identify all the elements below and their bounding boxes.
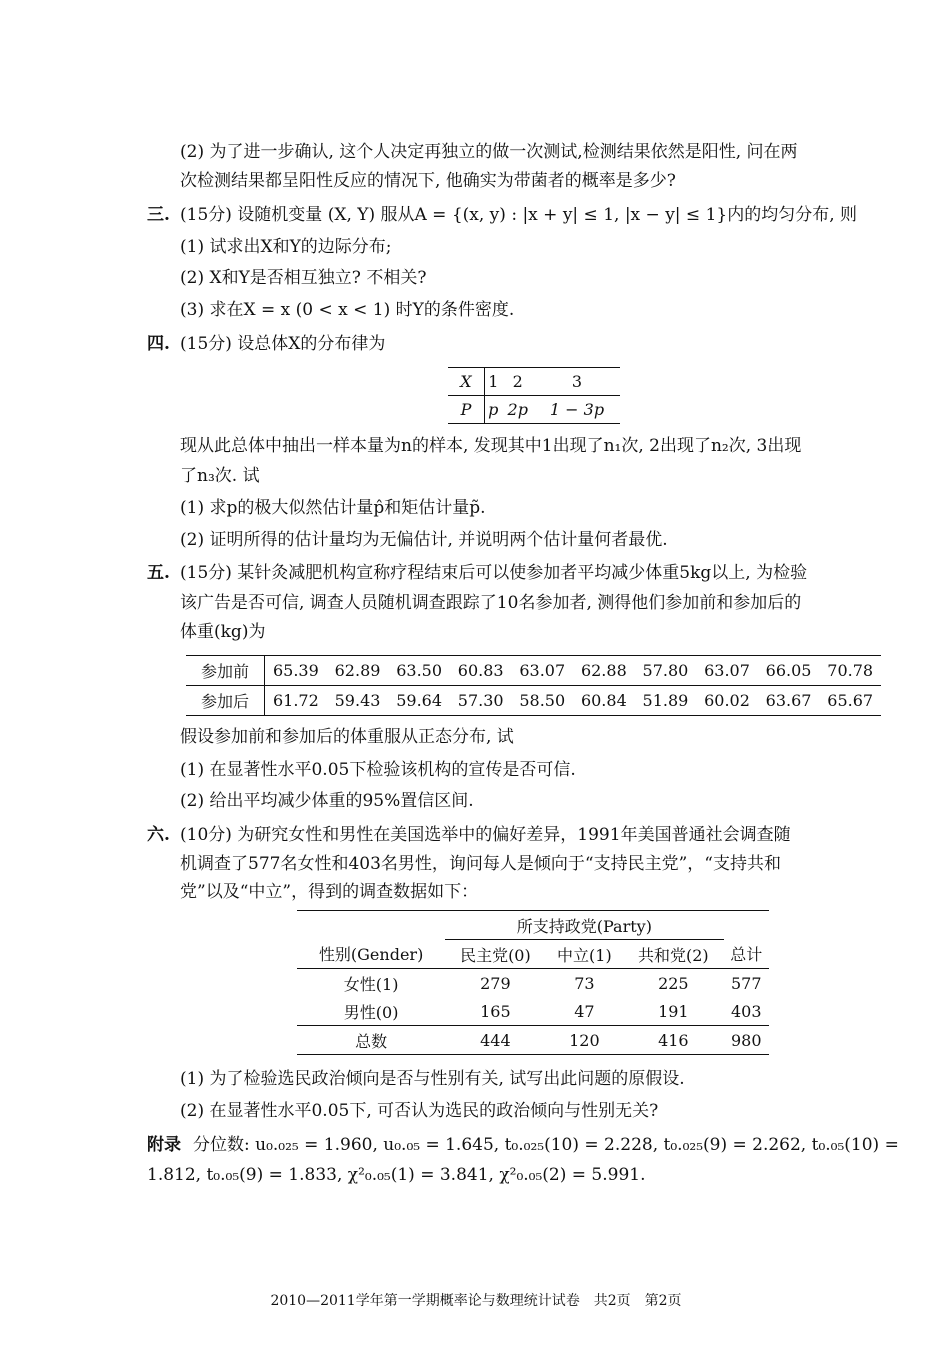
- q5-number: 五.: [147, 563, 170, 583]
- q5-heading-line3: 体重(kg)为: [180, 622, 266, 642]
- column-header: 民主党(0): [445, 940, 545, 969]
- column-header: 共和党(2): [623, 940, 723, 969]
- q5-body: 假设参加前和参加后的体重服从正态分布, 试: [180, 727, 514, 747]
- q6-part1: (1) 为了检验选民政治倾向是否与性别有关, 试写出此问题的原假设.: [180, 1069, 685, 1089]
- q6-heading-line2: 机调查了577名女性和403名男性，询问每人是倾向于“支持民主党”，“支持共和: [180, 854, 781, 874]
- row-label: 总数: [297, 1026, 445, 1055]
- table-cell: 58.50: [519, 691, 566, 710]
- table-row: [448, 368, 620, 396]
- table-cell: 2: [502, 368, 534, 396]
- q4-part2: (2) 证明所得的估计量均为无偏估计, 并说明两个估计量何者最优.: [180, 530, 668, 550]
- q3-heading: (15分) 设随机变量 (X, Y) 服从A = {(x, y) : |x + y| ≤ 1, |x − y| ≤ 1}内的均匀分布, 则: [180, 205, 858, 225]
- q6-part2: (2) 在显著性水平0.05下, 可否认为选民的政治倾向与性别无关?: [180, 1101, 659, 1121]
- q5-heading-line1: (15分) 某针灸减肥机构宣称疗程结束后可以使参加者平均减少体重5kg以上, 为检验: [180, 563, 808, 583]
- table-cell: 59.43: [334, 691, 381, 710]
- q5-part2: (2) 给出平均减少体重的95%置信区间.: [180, 791, 474, 811]
- appendix-line1: 分位数: u₀.₀₂₅ = 1.960, u₀.₀₅ = 1.645, t₀.₀₂₅(10) = 2.228, t₀.₀₂₅(9) = 2.262, t₀.₀₅(10) =: [193, 1135, 899, 1155]
- table-cell: X: [448, 368, 485, 396]
- table-cell: 59.64: [396, 691, 443, 710]
- table-cell: 61.72: [272, 691, 319, 710]
- table-cell: 980: [724, 1026, 770, 1055]
- table-cell: 63.07: [696, 656, 758, 686]
- page-footer: 2010—2011学年第一学期概率论与数理统计试卷 共2页 第2页: [270, 1293, 682, 1309]
- table-row: [297, 911, 769, 940]
- table-cell: 403: [730, 1001, 762, 1021]
- row-label: 参加后: [186, 686, 265, 716]
- table-row: [297, 997, 769, 1026]
- table-cell: 65.67: [827, 691, 874, 710]
- q3-part2: (2) X和Y是否相互独立? 不相关?: [180, 268, 427, 288]
- table-cell: p: [488, 400, 499, 419]
- table-row: [297, 1026, 769, 1055]
- table-cell: 2p: [507, 400, 528, 419]
- table-cell: 60.83: [450, 656, 512, 686]
- table-cell: 165: [480, 1001, 511, 1021]
- q2-part2-line2: 次检测结果都呈阳性反应的情况下, 他确实为带菌者的概率是多少?: [180, 171, 676, 191]
- table-row: [186, 686, 881, 716]
- q4-part1: (1) 求p的极大似然估计量p̂和矩估计量p̃.: [180, 498, 486, 518]
- table-row: [448, 396, 620, 424]
- table-cell: 1: [485, 368, 502, 396]
- table-cell: 73: [574, 973, 595, 993]
- table-cell: 60.84: [580, 691, 627, 710]
- row-label: 参加前: [186, 656, 265, 686]
- q3-part1: (1) 试求出X和Y的边际分布;: [180, 237, 392, 257]
- q5-part1: (1) 在显著性水平0.05下检验该机构的宣传是否可信.: [180, 760, 576, 780]
- q4-body-line1: 现从此总体中抽出一样本量为n的样本, 发现其中1出现了n₁次, 2出现了n₂次, 3出现: [180, 436, 802, 456]
- table-cell: 120: [546, 1026, 624, 1055]
- q5-heading-line2: 该广告是否可信, 调查人员随机调查跟踪了10名参加者, 测得他们参加前和参加后的: [180, 593, 802, 613]
- table-cell: 63.50: [388, 656, 450, 686]
- table-cell: 57.30: [457, 691, 504, 710]
- appendix-label: 附录: [147, 1135, 181, 1155]
- table-cell: 3: [534, 368, 620, 396]
- column-header: 性别(Gender): [297, 940, 445, 969]
- weight-table: [186, 655, 881, 716]
- row-label: 男性(0): [343, 1002, 399, 1022]
- table-cell: 62.88: [573, 656, 635, 686]
- table-cell: 57.80: [635, 656, 697, 686]
- table-cell: 1 − 3p: [549, 400, 605, 419]
- table-cell: 191: [658, 1001, 689, 1021]
- table-cell: 444: [445, 1026, 545, 1055]
- table-cell: 62.89: [327, 656, 389, 686]
- q4-number: 四.: [147, 334, 170, 354]
- column-header: 总计: [724, 940, 770, 969]
- q3-part3: (3) 求在X = x (0 < x < 1) 时Y的条件密度.: [180, 300, 515, 320]
- table-cell: 63.67: [765, 691, 812, 710]
- table-cell: 47: [574, 1001, 595, 1021]
- table-cell: 66.05: [758, 656, 820, 686]
- table-row: [186, 656, 881, 686]
- table-row: [297, 940, 769, 969]
- table-cell: 63.07: [511, 656, 573, 686]
- table-cell: [724, 911, 770, 940]
- table-cell: 279: [480, 973, 511, 993]
- table-cell: P: [448, 396, 485, 424]
- column-header: 中立(1): [546, 940, 624, 969]
- row-label: 女性(1): [343, 974, 399, 994]
- q3-number: 三.: [147, 205, 170, 225]
- group-header: 所支持政党(Party): [445, 911, 723, 940]
- table-cell: 416: [623, 1026, 723, 1055]
- table-cell: 60.02: [704, 691, 750, 710]
- q6-heading-line1: (10分) 为研究女性和男性在美国选举中的偏好差异，1991年美国普通社会调查随: [180, 825, 791, 845]
- q6-number: 六.: [147, 825, 170, 845]
- q4-heading: (15分) 设总体X的分布律为: [180, 334, 386, 354]
- table-cell: 51.89: [642, 691, 689, 710]
- appendix-line2: 1.812, t₀.₀₅(9) = 1.833, χ²₀.₀₅(1) = 3.841, χ²₀.₀₅(2) = 5.991.: [147, 1165, 646, 1185]
- q6-heading-line3: 党”以及“中立”，得到的调查数据如下：: [180, 882, 479, 902]
- table-cell: 65.39: [265, 656, 327, 686]
- survey-table: [297, 910, 769, 1055]
- q2-part2-line1: (2) 为了进一步确认, 这个人决定再独立的做一次测试,检测结果依然是阳性, 问在两: [180, 142, 798, 162]
- table-cell: 577: [730, 973, 762, 993]
- q4-body-line2: 了n₃次. 试: [180, 466, 260, 486]
- table-cell: 225: [658, 973, 689, 993]
- table-row: [297, 969, 769, 998]
- table-cell: [297, 911, 445, 940]
- table-cell: 70.78: [819, 656, 881, 686]
- distribution-table: [448, 367, 620, 424]
